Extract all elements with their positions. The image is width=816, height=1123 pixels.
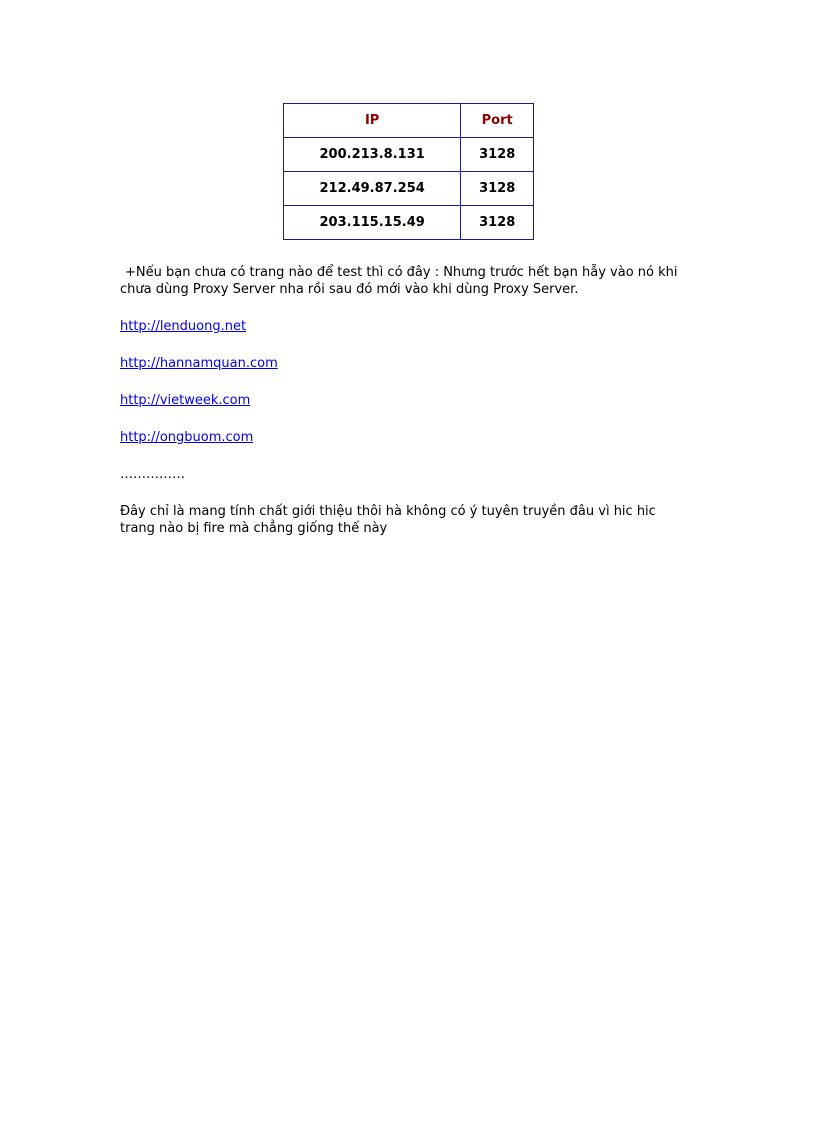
link-vietweek[interactable]: http://vietweek.com <box>120 393 251 408</box>
table-row <box>284 138 534 172</box>
table-row <box>284 172 534 206</box>
cell-ip: 212.49.87.254 <box>284 172 461 206</box>
link-paragraph <box>120 429 690 446</box>
link-ongbuom[interactable]: http://ongbuom.com <box>120 430 254 445</box>
header-port: Port <box>461 104 534 138</box>
link-paragraph <box>120 392 690 409</box>
table-header-row <box>284 104 534 138</box>
proxy-table <box>283 103 534 240</box>
cell-ip: 200.213.8.131 <box>284 138 461 172</box>
cell-ip: 203.115.15.49 <box>284 206 461 240</box>
cell-port: 3128 <box>461 206 534 240</box>
link-paragraph <box>120 355 690 372</box>
link-paragraph <box>120 318 690 335</box>
body-content <box>120 264 690 557</box>
table-row <box>284 206 534 240</box>
cell-port: 3128 <box>461 138 534 172</box>
ellipsis-paragraph: …………… <box>120 467 185 482</box>
intro-paragraph: +Nếu bạn chưa có trang nào để test thì có đây : Nhưng trước hết bạn hẫy vào nó khi chưa dùng Proxy Server nha rồi sau đó mới vào khi dùng Proxy Server. <box>120 265 678 297</box>
link-hannamquan[interactable]: http://hannamquan.com <box>120 356 278 371</box>
cell-port: 3128 <box>461 172 534 206</box>
link-lenduong[interactable]: http://lenduong.net <box>120 319 247 334</box>
header-ip: IP <box>284 104 461 138</box>
closing-paragraph: Đây chỉ là mang tính chất giới thiệu thôi hà không có ý tuyên truyền đâu vì hic hic trang nào bị fire mà chẳng giống thế này <box>120 504 656 536</box>
